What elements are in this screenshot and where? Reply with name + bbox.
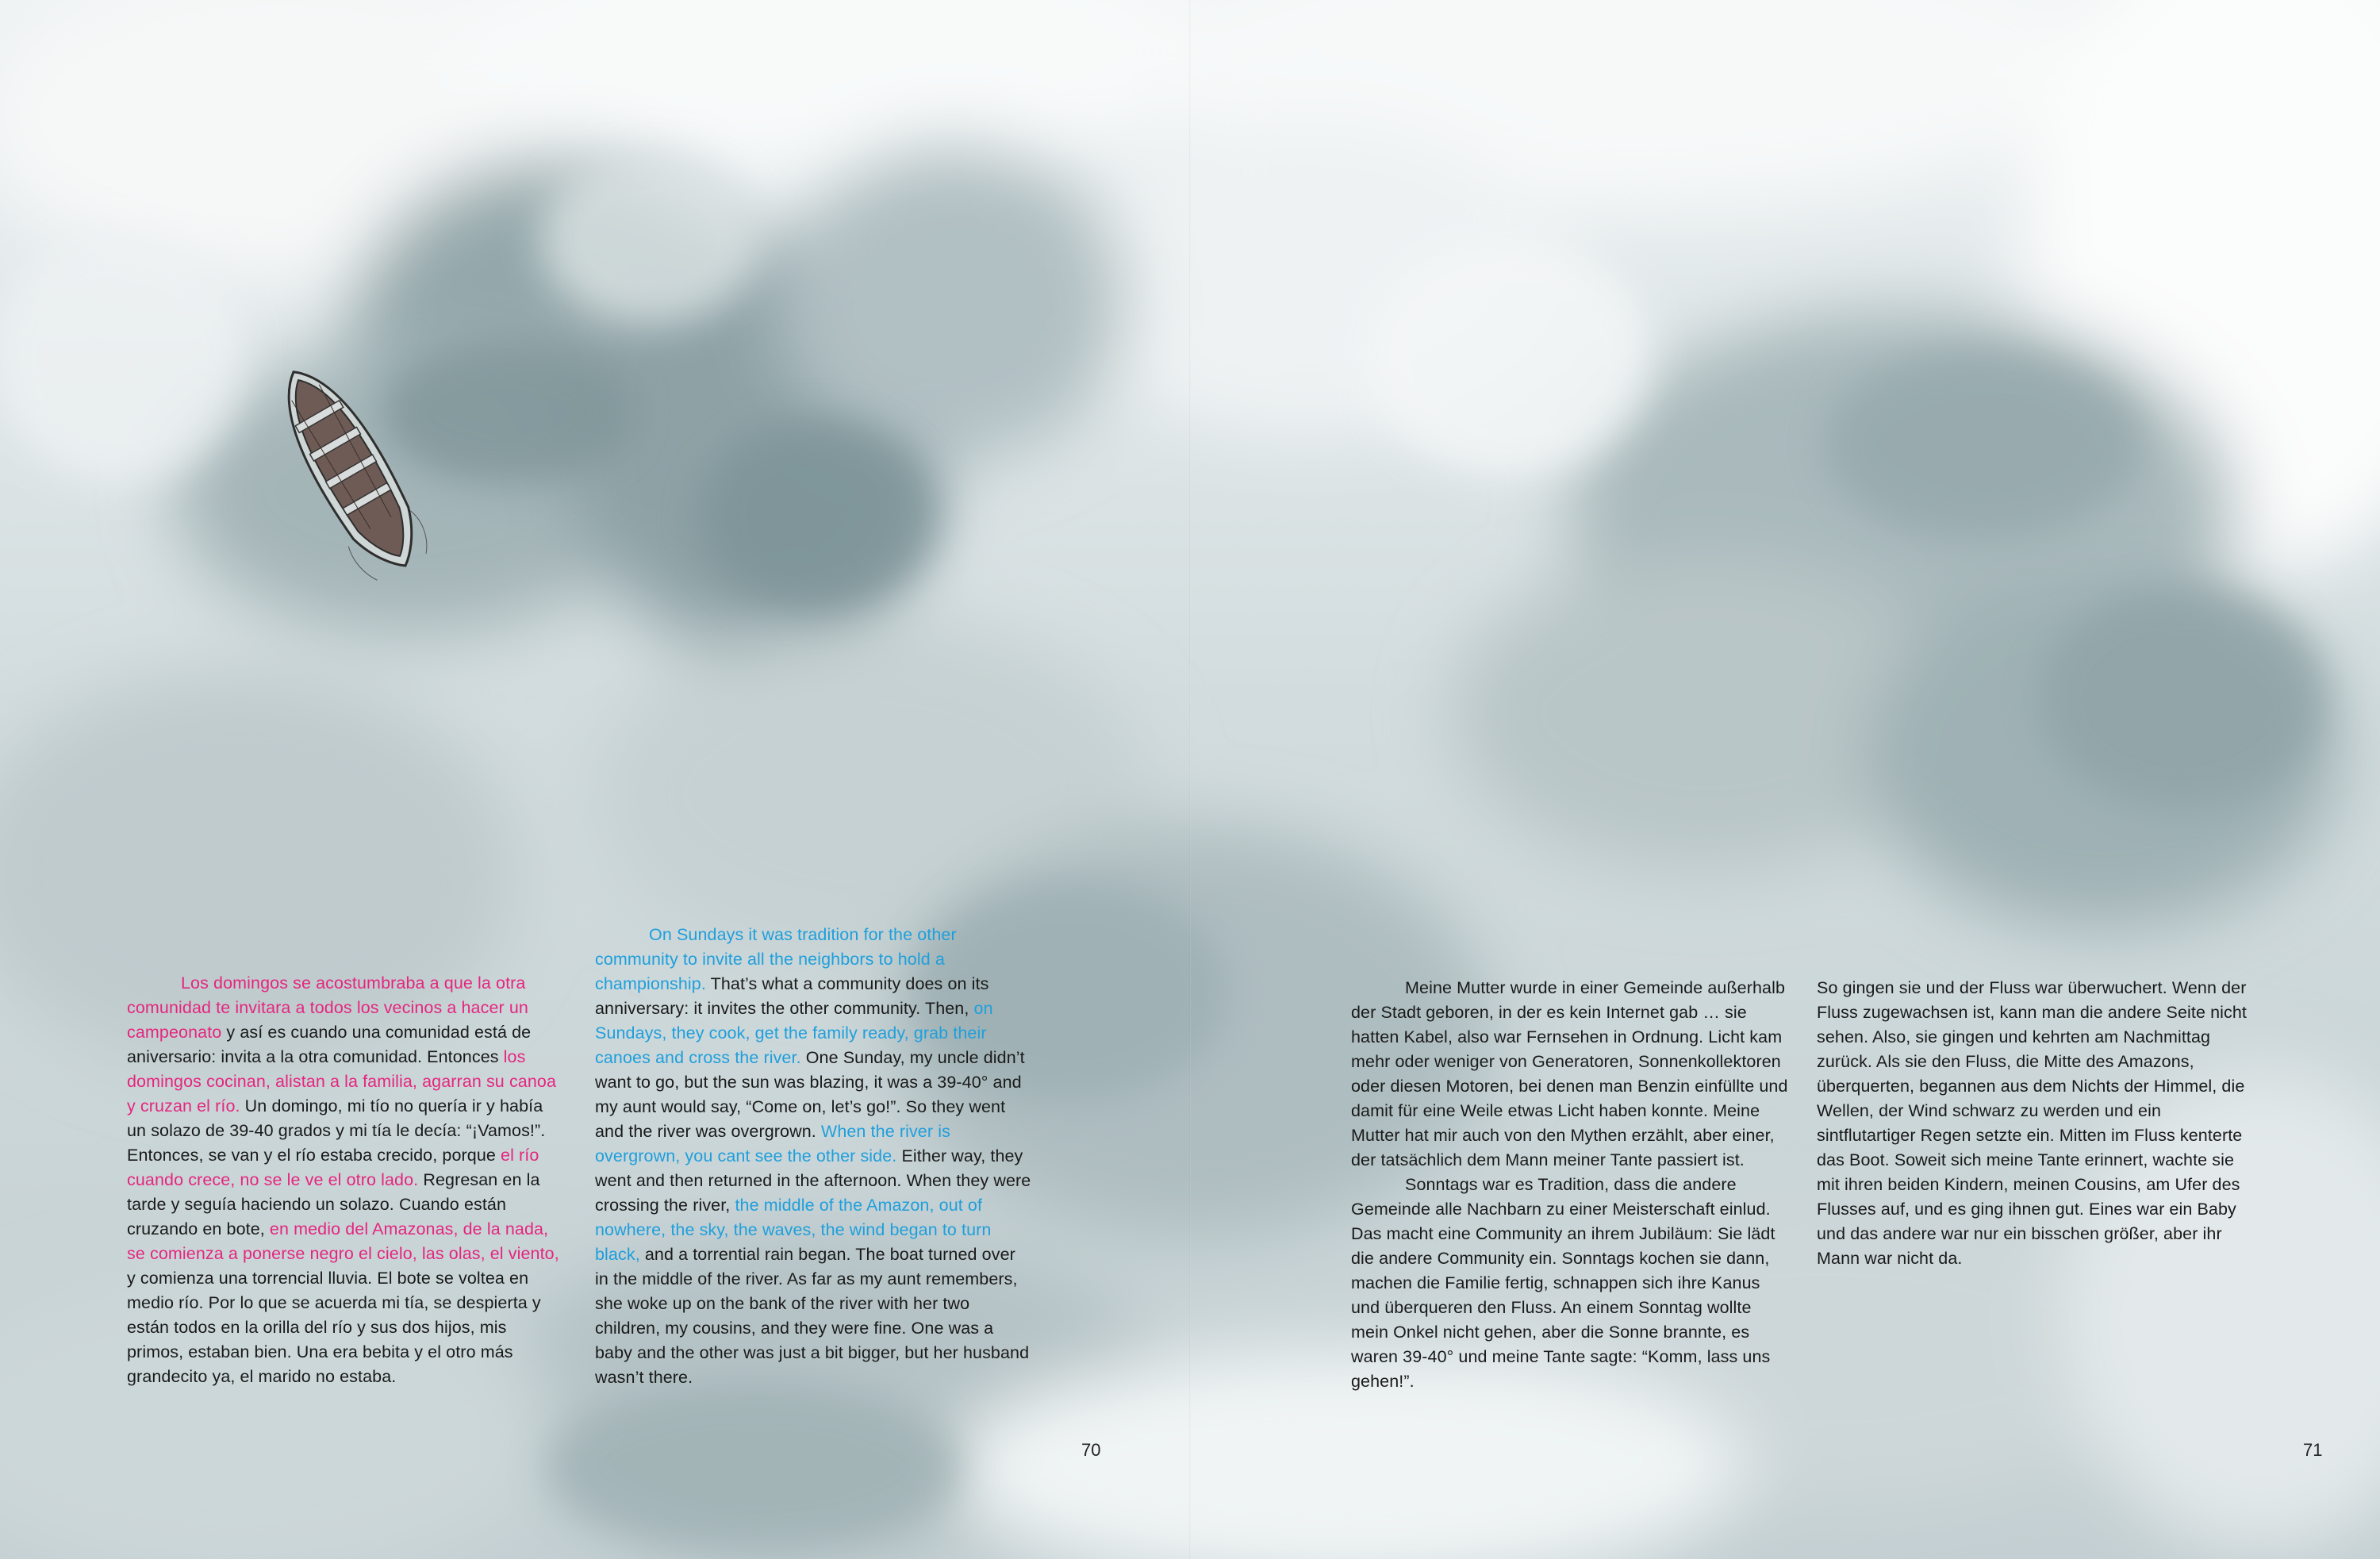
page-number-right: 71 xyxy=(2303,1440,2323,1460)
german-text-column-1 xyxy=(1351,976,1791,1394)
english-highlight: on Sundays, they cook, get the family ready, grab their canoes and cross the river. xyxy=(595,999,993,1067)
english-text: One Sunday, my uncle didn’t want to go, but the sun was blazing, it was a 39-40° and my aunt would say, “Come on, let’s go!”. So they went and the river was overgrown. xyxy=(595,1048,1025,1141)
english-text: That’s what a community does on its anniversary: it invites the other community. Then, xyxy=(595,974,989,1018)
spanish-text: y comienza una torrencial lluvia. El bote se voltea en medio río. Por lo que se acuerda mi tía, se despierta y están todos en la orilla del río y sus dos hijos, mis primos, estaban bien. Una era bebita y el otro más grandecito ya, el marido no estaba. xyxy=(127,1269,541,1386)
spanish-text: Un domingo, mi tío no quería ir y había un solazo de 39-40 grados y mi tía le decía: “¡Vamos!”. Entonces, se van y el río estaba crecido, porque xyxy=(127,1096,546,1165)
spanish-highlight: en medio del Amazonas, de la nada, se comienza a ponerse negro el cielo, las olas, el viento, xyxy=(127,1219,559,1263)
spanish-text-column xyxy=(127,971,559,1389)
german-text-column-2 xyxy=(1817,976,2257,1271)
german-paragraph: Sonntags war es Tradition, dass die andere Gemeinde alle Nachbarn zu einer Meisterschaft einlud. Das macht eine Community an ihrem Jubiläum: Sie lädt die andere Community ein. Sonntags kochen sie dann, machen die Familie fertig, schnappen sich ihre Kanus und überqueren den Fluss. An einem Sonntag wollte mein Onkel nicht gehen, aber die Sonne brannte, es waren 39-40° und meine Tante sagte: “Komm, lass uns gehen!”. xyxy=(1351,1175,1775,1391)
spanish-highlight: Los domingos se acostumbraba a que la otra comunidad te invitara a todos los vecinos a hacer un campeonato xyxy=(127,973,528,1042)
page-number-left: 70 xyxy=(1081,1440,1101,1460)
spanish-text: Regresan en la tarde y seguía haciendo un solazo. Cuando están cruzando en bote, xyxy=(127,1170,540,1238)
spanish-paragraph xyxy=(127,971,559,1389)
english-paragraph xyxy=(595,923,1031,1390)
spanish-highlight: el río cuando crece, no se le ve el otro lado. xyxy=(127,1146,539,1189)
english-highlight: On Sundays it was tradition for the other community to invite all the neighbors to hold a championship. xyxy=(595,925,957,993)
spanish-text: y así es cuando una comunidad está de aniversario: invita a la otra comunidad. Entonces xyxy=(127,1023,532,1066)
english-text: and a torrential rain began. The boat turned over in the middle of the river. As far as my aunt remembers, she woke up on the bank of the river with her two children, my cousins, and they were fine. One was a baby and the other was just a bit bigger, but her husband wasn’t there. xyxy=(595,1245,1030,1387)
german-paragraph: So gingen sie und der Fluss war überwuchert. Wenn der Fluss zugewachsen ist, kann man die andere Seite nicht sehen. Also, sie gingen und kehrten am Nachmittag zurück. Als sie den Fluss, die Mitte des Amazons, überquerten, begannen aus dem Nichts der Himmel, die Wellen, der Wind schwarz zu werden und ein sintflutartiger Regen setzte ein. Mitten im Fluss kenterte das Boot. Soweit sich meine Tante erinnert, wachte sie mit ihren beiden Kindern, meinen Cousins, am Ufer des Flusses auf, und es ging ihnen gut. Eines war ein Baby und das andere war nur ein bisschen größer, aber ihr Mann war nicht da. xyxy=(1817,978,2248,1268)
english-text-column xyxy=(595,923,1031,1390)
spanish-highlight: los domingos cocinan, alistan a la familia, agarran su canoa y cruzan el río. xyxy=(127,1047,557,1115)
english-text: Either way, they went and then returned in the afternoon. When they were crossing the river, xyxy=(595,1146,1031,1215)
german-paragraph: Meine Mutter wurde in einer Gemeinde außerhalb der Stadt geboren, in der es kein Internet gab … sie hatten Kabel, also war Fernsehen in Ordnung. Licht kam mehr oder weniger von Generatoren, Sonnenkollektoren oder diesen Motoren, bei denen man Benzin einfüllte und damit für eine Weile etwas Licht haben konnte. Meine Mutter hat mir auch von den Mythen erzählt, aber einer, der tatsächlich dem Mann meiner Tante passiert ist. xyxy=(1351,978,1788,1169)
page-gutter xyxy=(1189,0,1191,1559)
english-highlight: the middle of the Amazon, out of nowhere, the sky, the waves, the wind began to turn black, xyxy=(595,1196,992,1264)
english-highlight: When the river is overgrown, you cant see the other side. xyxy=(595,1122,950,1165)
rowboat-illustration-icon xyxy=(262,349,436,587)
